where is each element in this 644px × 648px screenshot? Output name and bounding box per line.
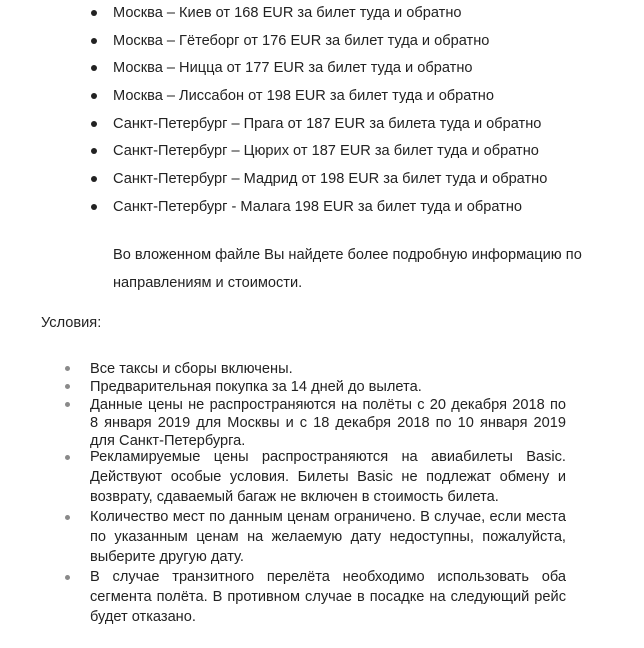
condition-item: Количество мест по данным ценам ограничено. В случае, если места по указанным ценам на желаемую дату недоступны, пожалуйста, выберите другую дату. xyxy=(90,509,566,565)
route-item: Санкт-Петербург – Цюрих от 187 EUR за билет туда и обратно xyxy=(113,143,539,159)
condition-item: Предварительная покупка за 14 дней до вылета. xyxy=(90,379,422,395)
bullet-icon xyxy=(91,65,97,71)
bullet-icon xyxy=(91,93,97,99)
bullet-icon xyxy=(91,176,97,182)
bullet-icon xyxy=(65,515,70,520)
route-item: Москва – Гётеборг от 176 EUR за билет туда и обратно xyxy=(113,33,490,49)
bullet-icon xyxy=(65,455,70,460)
bullet-icon xyxy=(91,38,97,44)
route-item: Москва – Лиссабон от 198 EUR за билет туда и обратно xyxy=(113,88,494,104)
condition-item: Данные цены не распространяются на полёты с 20 декабря 2018 по 8 января 2019 для Москвы и с 18 декабря 2018 по 10 января 2019 для Санкт-Петербурга. xyxy=(90,397,566,449)
bullet-icon xyxy=(91,121,97,127)
route-item: Санкт-Петербург – Мадрид от 198 EUR за билет туда и обратно xyxy=(113,171,548,187)
conditions-heading: Условия: xyxy=(41,315,102,331)
route-item: Москва – Ницца от 177 EUR за билет туда и обратно xyxy=(113,60,473,76)
bullet-icon xyxy=(65,366,70,371)
route-item: Москва – Киев от 168 EUR за билет туда и обратно xyxy=(113,5,462,21)
route-item: Санкт-Петербург - Малага 198 EUR за билет туда и обратно xyxy=(113,199,522,215)
condition-item: Все таксы и сборы включены. xyxy=(90,361,293,377)
attachment-note: Во вложенном файле Вы найдете более подробную информацию по направлениям и стоимости. xyxy=(113,247,582,291)
bullet-icon xyxy=(91,204,97,210)
condition-item: Рекламируемые цены распространяются на авиабилеты Basic. Действуют особые условия. Билеты Basic не подлежат обмену и возврату, сдаваемый багаж не включен в стоимость билета. xyxy=(90,449,566,505)
condition-item: В случае транзитного перелёта необходимо использовать оба сегмента полёта. В противном случае в посадке на следующий рейс будет отказано. xyxy=(90,569,566,625)
bullet-icon xyxy=(91,10,97,16)
bullet-icon xyxy=(65,384,70,389)
bullet-icon xyxy=(65,402,70,407)
route-item: Санкт-Петербург – Прага от 187 EUR за билета туда и обратно xyxy=(113,116,542,132)
bullet-icon xyxy=(65,575,70,580)
bullet-icon xyxy=(91,148,97,154)
